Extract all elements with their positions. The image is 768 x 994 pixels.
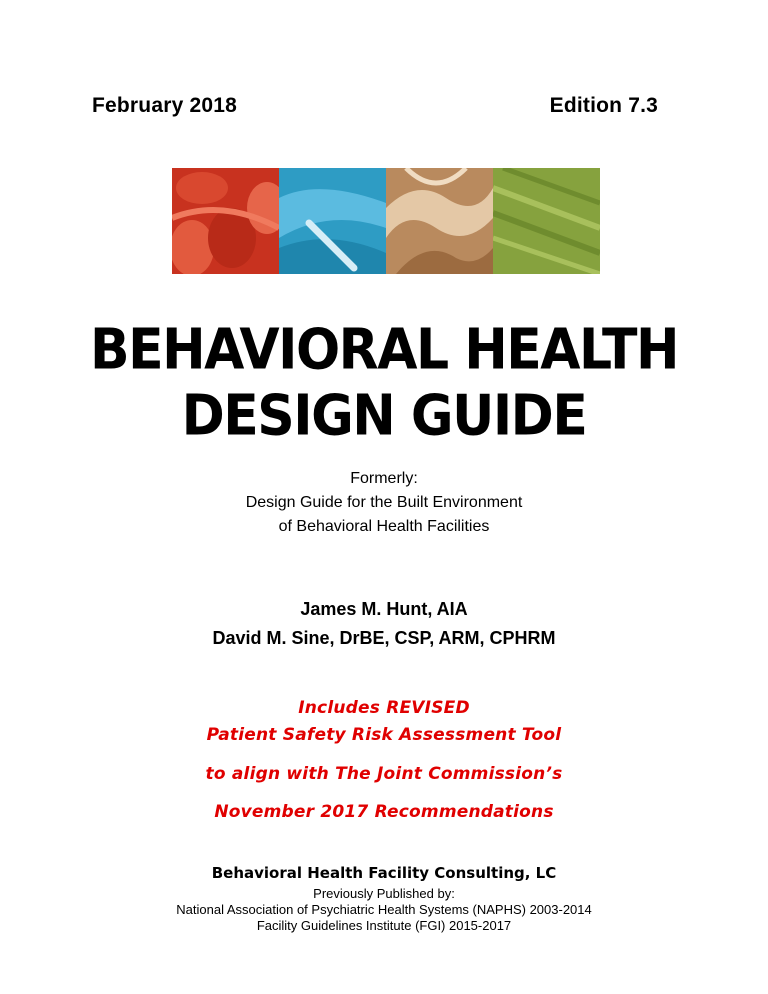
red-pipes-image xyxy=(172,168,279,274)
previous-publisher-1: National Association of Psychiatric Health Systems (NAPHS) 2003-2014 xyxy=(176,902,592,917)
guide-title-line-2: DESIGN GUIDE xyxy=(181,383,587,449)
author-2: David M. Sine, DrBE, CSP, ARM, CPHRM xyxy=(212,628,556,648)
formerly-label: Formerly: xyxy=(350,470,418,487)
notice-line-2: Patient Safety Risk Assessment Tool xyxy=(206,725,562,745)
guide-title-line-1: BEHAVIORAL HEALTH xyxy=(89,317,678,383)
former-title-line-2: of Behavioral Health Facilities xyxy=(278,518,490,535)
publisher-company: Behavioral Health Facility Consulting, LC xyxy=(211,864,557,882)
previous-publisher-2: Facility Guidelines Institute (FGI) 2015-2017 xyxy=(256,918,512,933)
former-title-line-1: Design Guide for the Built Environment xyxy=(245,494,523,511)
cover-banner xyxy=(172,168,600,274)
author-1: James M. Hunt, AIA xyxy=(300,599,468,619)
notice-line-1: Includes REVISED xyxy=(298,698,470,718)
edition-number: Edition 7.3 xyxy=(549,94,658,117)
publication-date: February 2018 xyxy=(92,94,238,117)
blue-water-image xyxy=(279,168,386,274)
previously-published-label: Previously Published by: xyxy=(313,886,455,901)
green-grass-image xyxy=(493,168,600,274)
tan-paper-image xyxy=(386,168,493,274)
notice-line-3: to align with The Joint Commission’s xyxy=(205,764,563,784)
notice-line-4: November 2017 Recommendations xyxy=(214,802,554,822)
